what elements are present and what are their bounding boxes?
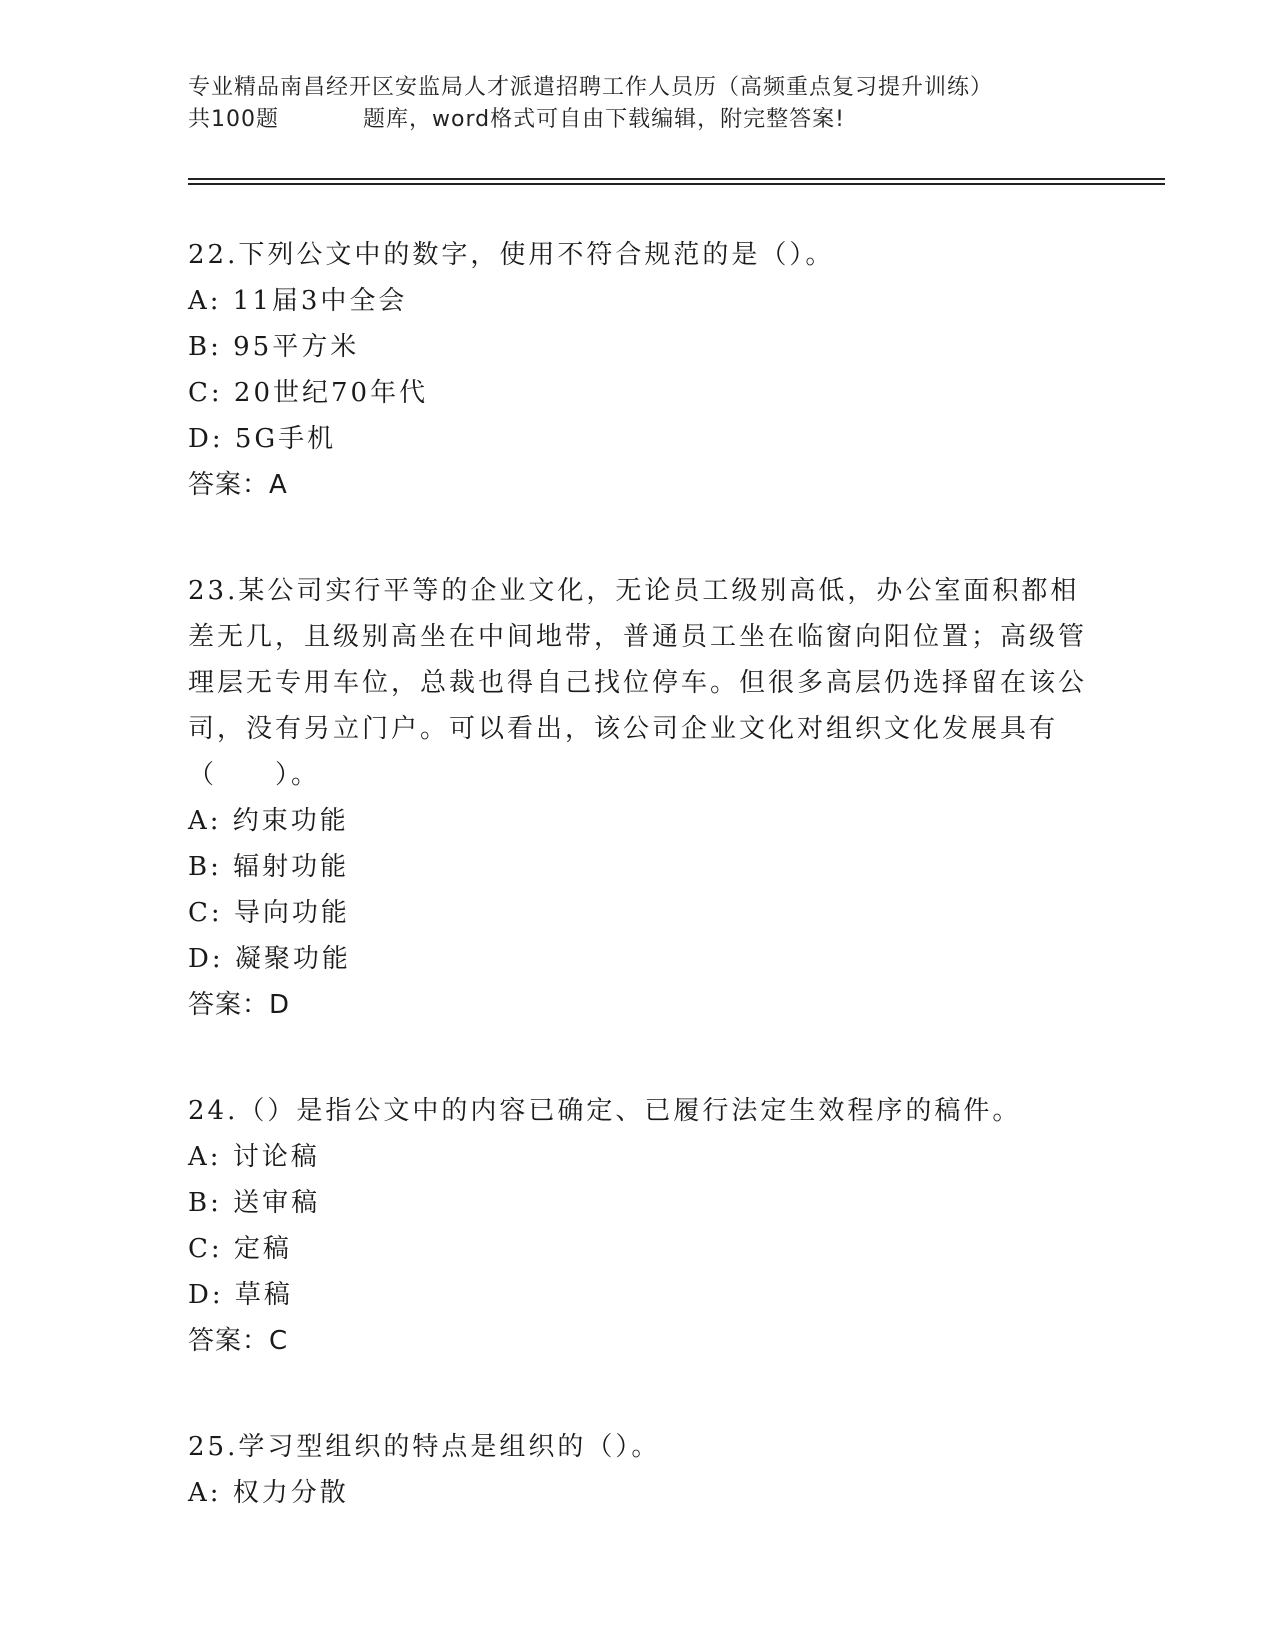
header-divider-top <box>188 178 1165 180</box>
answer: 答案：D <box>188 990 291 1020</box>
question-text: 23.某公司实行平等的企业文化，无论员工级别高低，办公室面积都相差无几，且级别高坐在中间地带，普通员工坐在临窗向阳位置；高级管理层无专用车位，总裁也得自己找位停车。但很多高层仍选择留在该公司，没有另立门户。可以看出，该公司企业文化对组织文化发展具有（ ）。 <box>188 576 1088 790</box>
question-text: 24.（）是指公文中的内容已确定、已履行法定生效程序的稿件。 <box>188 1096 1022 1126</box>
option-c: C: 定稿 <box>188 1234 292 1264</box>
option-a: A: 约束功能 <box>188 806 349 836</box>
option-d: D: 凝聚功能 <box>188 944 351 974</box>
document-title: 专业精品南昌经开区安监局人才派遣招聘工作人员历（高频重点复习提升训练） <box>188 75 994 100</box>
option-b: B: 送审稿 <box>188 1188 321 1218</box>
answer: 答案：C <box>188 1326 289 1356</box>
option-d: D: 草稿 <box>188 1280 293 1310</box>
document-header <box>188 72 1168 136</box>
answer: 答案：A <box>188 470 288 500</box>
option-a: A: 11届3中全会 <box>188 286 408 316</box>
question-23 <box>188 568 1088 1028</box>
question-count: 共100题 <box>188 107 279 132</box>
option-c: C: 导向功能 <box>188 898 350 928</box>
option-a: A: 权力分散 <box>188 1478 349 1508</box>
header-divider-bottom <box>188 183 1165 185</box>
document-subtitle-line <box>188 104 1168 136</box>
option-d: D: 5G手机 <box>188 424 337 454</box>
document-subtitle: 题库，word格式可自由下载编辑，附完整答案! <box>363 107 845 132</box>
question-text: 22.下列公文中的数字，使用不符合规范的是（）。 <box>188 240 835 270</box>
question-text: 25.学习型组织的特点是组织的（）。 <box>188 1432 661 1462</box>
option-a: A: 讨论稿 <box>188 1142 320 1172</box>
question-24 <box>188 1088 1088 1364</box>
option-b: B: 95平方米 <box>188 332 360 362</box>
option-c: C: 20世纪70年代 <box>188 378 429 408</box>
question-list <box>188 232 1088 1516</box>
question-25 <box>188 1424 1088 1516</box>
option-b: B: 辐射功能 <box>188 852 350 882</box>
question-22 <box>188 232 1088 508</box>
